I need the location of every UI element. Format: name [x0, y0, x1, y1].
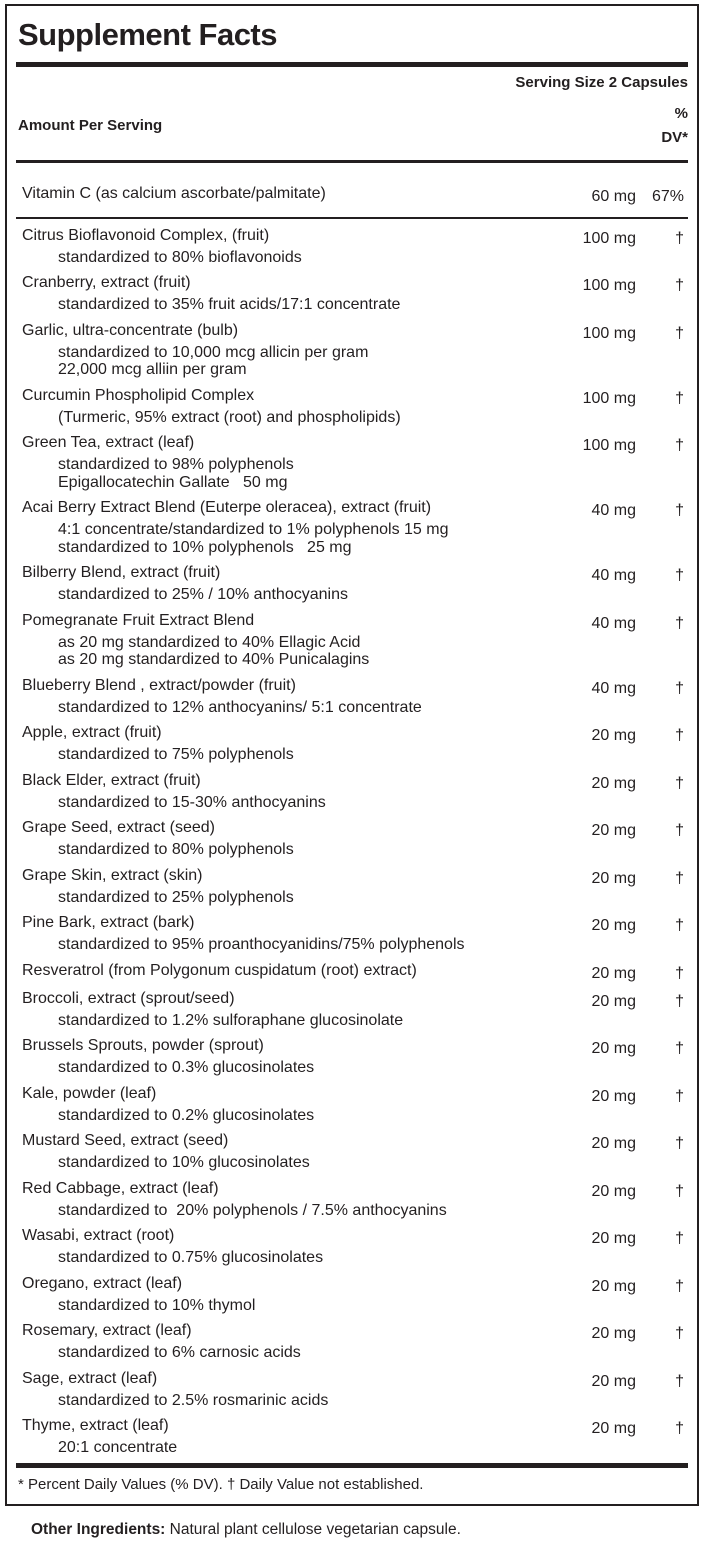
ingredient-amount: 20 mg	[591, 1277, 636, 1295]
ingredient-amount: 20 mg	[591, 1135, 636, 1153]
ingredient-dv: †	[675, 389, 684, 407]
ingredient-detail-line: standardized to 0.3% glucosinolates	[58, 1059, 315, 1077]
ingredient-amount: 100 mg	[582, 277, 636, 295]
ingredient-row	[16, 1409, 688, 1457]
ingredient-dv: †	[675, 277, 684, 295]
ingredient-details	[16, 521, 688, 556]
ingredient-details	[16, 456, 688, 491]
ingredient-dv: †	[675, 1277, 684, 1295]
ingredient-amount: 20 mg	[591, 727, 636, 745]
ingredient-dv: †	[675, 917, 684, 935]
ingredient-detail-line: (Turmeric, 95% extract (root) and phospholipids)	[58, 408, 401, 426]
ingredient-detail-line: standardized to 80% polyphenols	[58, 841, 294, 859]
ingredient-amount: 20 mg	[591, 869, 636, 887]
ingredient-row	[16, 1172, 688, 1220]
ingredient-amount: 20 mg	[591, 917, 636, 935]
ingredient-name: Bilberry Blend, extract (fruit)	[22, 564, 221, 582]
ingredient-row	[16, 426, 688, 491]
ingredient-amount: 20 mg	[591, 1372, 636, 1390]
ingredient-details	[16, 1297, 688, 1315]
ingredient-details	[16, 794, 688, 812]
ingredient-dv: †	[675, 1420, 684, 1438]
ingredient-row	[16, 266, 688, 314]
ingredient-amount: 40 mg	[591, 614, 636, 632]
ingredient-dv: †	[675, 964, 684, 982]
amount-per-serving-header: Amount Per Serving	[18, 117, 163, 135]
ingredient-amount: 20 mg	[591, 992, 636, 1010]
ingredient-amount: 20 mg	[591, 964, 636, 982]
ingredient-row	[16, 764, 688, 812]
ingredient-detail-line: as 20 mg standardized to 40% Ellagic Acid	[58, 633, 361, 651]
ingredient-detail-line: standardized to 2.5% rosmarinic acids	[58, 1391, 329, 1409]
ingredient-detail-line: standardized to 75% polyphenols	[58, 746, 294, 764]
ingredient-details	[16, 1202, 688, 1220]
ingredient-details	[16, 889, 688, 907]
ingredient-row	[16, 379, 688, 427]
ingredient-rows	[16, 163, 688, 1457]
ingredient-dv: †	[675, 614, 684, 632]
ingredient-detail-line: standardized to 12% anthocyanins/ 5:1 concentrate	[58, 698, 422, 716]
other-ingredients-label: Other Ingredients:	[31, 1520, 166, 1538]
ingredient-amount: 40 mg	[591, 502, 636, 520]
ingredient-name: Green Tea, extract (leaf)	[22, 434, 195, 452]
ingredient-amount: 20 mg	[591, 774, 636, 792]
ingredient-amount: 20 mg	[591, 1325, 636, 1343]
ingredient-name: Apple, extract (fruit)	[22, 724, 162, 742]
ingredient-row	[16, 1077, 688, 1125]
ingredient-amount: 20 mg	[591, 1230, 636, 1248]
vitamin-row-section	[16, 163, 688, 219]
ingredient-name: Broccoli, extract (sprout/seed)	[22, 989, 235, 1007]
ingredient-amount: 100 mg	[582, 324, 636, 342]
ingredient-amount: 100 mg	[582, 389, 636, 407]
ingredient-amount: 40 mg	[591, 679, 636, 697]
ingredient-name: Vitamin C (as calcium ascorbate/palmitate)	[22, 184, 326, 202]
panel-title: Supplement Facts	[18, 17, 277, 52]
ingredient-detail-line: standardized to 6% carnosic acids	[58, 1344, 301, 1362]
ingredient-row	[16, 604, 688, 669]
ingredient-row	[16, 859, 688, 907]
ingredient-amount: 100 mg	[582, 229, 636, 247]
ingredient-dv: †	[675, 679, 684, 697]
ingredient-row	[16, 716, 688, 764]
ingredient-name: Mustard Seed, extract (seed)	[22, 1132, 229, 1150]
ingredient-row	[16, 982, 688, 1030]
ingredient-dv: †	[675, 992, 684, 1010]
ingredient-dv: †	[675, 727, 684, 745]
ingredient-detail-line: standardized to 10,000 mcg allicin per gram	[58, 343, 369, 361]
ingredient-detail-line: standardized to 10% thymol	[58, 1296, 256, 1314]
ingredient-amount: 20 mg	[591, 1087, 636, 1105]
ingredient-amount: 20 mg	[591, 1182, 636, 1200]
ingredient-row	[16, 954, 688, 982]
supplement-facts-panel	[5, 4, 699, 1506]
ingredient-row	[16, 1314, 688, 1362]
ingredient-detail-line: standardized to 95% proanthocyanidins/75% polyphenols	[58, 936, 465, 954]
ingredient-details	[16, 1249, 688, 1267]
column-header-row	[16, 96, 688, 160]
ingredient-row	[16, 1124, 688, 1172]
ingredient-details	[16, 344, 688, 379]
ingredient-details	[16, 1392, 688, 1410]
ingredient-name: Kale, powder (leaf)	[22, 1084, 157, 1102]
ingredient-details	[16, 249, 688, 267]
ingredient-name: Acai Berry Extract Blend (Euterpe oleracea), extract (fruit)	[22, 499, 432, 517]
ingredient-detail-line: standardized to 10% glucosinolates	[58, 1154, 310, 1172]
ingredient-dv: †	[675, 567, 684, 585]
ingredient-name: Pine Bark, extract (bark)	[22, 914, 195, 932]
ingredient-row	[16, 177, 688, 219]
ingredient-dv: †	[675, 1325, 684, 1343]
ingredient-row	[16, 1029, 688, 1077]
ingredient-detail-line: Epigallocatechin Gallate 50 mg	[58, 473, 288, 491]
ingredient-dv: 67%	[651, 187, 684, 205]
ingredient-details	[16, 1012, 688, 1030]
ingredient-detail-line: standardized to 0.2% glucosinolates	[58, 1106, 315, 1124]
ingredient-detail-line: standardized to 35% fruit acids/17:1 concentrate	[58, 296, 401, 314]
ingredient-dv: †	[675, 1087, 684, 1105]
ingredient-dv: †	[675, 324, 684, 342]
ingredient-row	[16, 491, 688, 556]
ingredient-details	[16, 841, 688, 859]
ingredient-dv: †	[675, 1135, 684, 1153]
ingredient-name: Curcumin Phospholipid Complex	[22, 386, 255, 404]
ingredient-details	[16, 1439, 688, 1457]
serving-size-text: Serving Size 2 Capsules	[515, 73, 688, 91]
ingredient-name: Grape Skin, extract (skin)	[22, 866, 203, 884]
ingredient-detail-line: standardized to 10% polyphenols 25 mg	[58, 538, 352, 556]
ingredient-amount: 100 mg	[582, 437, 636, 455]
ingredient-row	[16, 219, 688, 267]
ingredient-amount: 20 mg	[591, 1040, 636, 1058]
ingredient-row	[16, 1219, 688, 1267]
ingredient-name: Sage, extract (leaf)	[22, 1369, 158, 1387]
ingredient-dv: †	[675, 502, 684, 520]
ingredient-name: Rosemary, extract (leaf)	[22, 1322, 192, 1340]
ingredient-detail-line: as 20 mg standardized to 40% Punicalagins	[58, 651, 370, 669]
ingredient-name: Wasabi, extract (root)	[22, 1227, 175, 1245]
ingredient-dv: †	[675, 1230, 684, 1248]
ingredient-detail-line: standardized to 0.75% glucosinolates	[58, 1249, 324, 1267]
ingredient-name: Garlic, ultra-concentrate (bulb)	[22, 321, 239, 339]
ingredient-detail-line: standardized to 1.2% sulforaphane glucosinolate	[58, 1011, 404, 1029]
ingredient-row	[16, 811, 688, 859]
ingredient-name: Brussels Sprouts, powder (sprout)	[22, 1037, 264, 1055]
ingredient-detail-line: standardized to 98% polyphenols	[58, 456, 294, 474]
ingredient-name: Oregano, extract (leaf)	[22, 1274, 183, 1292]
ingredient-name: Red Cabbage, extract (leaf)	[22, 1179, 219, 1197]
ingredient-row	[16, 669, 688, 717]
ingredient-dv: †	[675, 229, 684, 247]
ingredient-dv: †	[675, 869, 684, 887]
other-ingredients-text: Natural plant cellulose vegetarian capsule.	[169, 1520, 461, 1538]
ingredient-details	[16, 296, 688, 314]
ingredient-name: Blueberry Blend , extract/powder (fruit)	[22, 676, 296, 694]
ingredient-dv: †	[675, 1182, 684, 1200]
ingredient-name: Cranberry, extract (fruit)	[22, 274, 191, 292]
ingredient-detail-line: 20:1 concentrate	[58, 1439, 178, 1457]
ingredient-details	[16, 634, 688, 669]
ingredient-dv: †	[675, 437, 684, 455]
percent-dv-header	[661, 102, 688, 150]
ingredient-details	[16, 1107, 688, 1125]
ingredient-name: Pomegranate Fruit Extract Blend	[22, 611, 255, 629]
ingredient-detail-line: standardized to 15-30% anthocyanins	[58, 793, 326, 811]
ingredient-name: Grape Seed, extract (seed)	[22, 819, 215, 837]
ingredient-detail-line: standardized to 80% bioflavonoids	[58, 248, 302, 266]
ingredient-details	[16, 699, 688, 717]
ingredient-amount: 60 mg	[591, 187, 636, 205]
ingredient-detail-line: standardized to 20% polyphenols / 7.5% anthocyanins	[58, 1201, 447, 1219]
ingredient-details	[16, 586, 688, 604]
ingredient-name: Citrus Bioflavonoid Complex, (fruit)	[22, 226, 270, 244]
ingredient-details	[16, 1344, 688, 1362]
ingredient-detail-line: 22,000 mcg alliin per gram	[58, 361, 247, 379]
ingredient-row	[16, 1267, 688, 1315]
ingredient-row	[16, 314, 688, 379]
ingredient-name: Black Elder, extract (fruit)	[22, 771, 201, 789]
other-ingredients	[5, 1506, 699, 1547]
percent-dv-header-line2: DV*	[661, 128, 688, 146]
ingredient-details	[16, 936, 688, 954]
ingredient-row	[16, 906, 688, 954]
ingredient-row	[16, 1362, 688, 1410]
percent-dv-header-line1: %	[674, 104, 688, 122]
daily-value-footnote: * Percent Daily Values (% DV). † Daily Value not established.	[18, 1475, 424, 1493]
ingredient-name: Thyme, extract (leaf)	[22, 1417, 169, 1435]
ingredient-name: Resveratrol (from Polygonum cuspidatum (root) extract)	[22, 961, 417, 979]
ingredient-detail-line: standardized to 25% polyphenols	[58, 888, 294, 906]
ingredient-amount: 20 mg	[591, 822, 636, 840]
ingredient-details	[16, 746, 688, 764]
ingredient-details	[16, 409, 688, 427]
ingredient-details	[16, 1154, 688, 1172]
ingredient-dv: †	[675, 1372, 684, 1390]
ingredient-detail-line: standardized to 25% / 10% anthocyanins	[58, 586, 348, 604]
ingredient-dv: †	[675, 1040, 684, 1058]
ingredient-details	[16, 1059, 688, 1077]
ingredient-row	[16, 556, 688, 604]
ingredient-dv: †	[675, 774, 684, 792]
ingredient-dv: †	[675, 822, 684, 840]
ingredient-amount: 40 mg	[591, 567, 636, 585]
ingredient-amount: 20 mg	[591, 1420, 636, 1438]
ingredient-detail-line: 4:1 concentrate/standardized to 1% polyphenols 15 mg	[58, 521, 449, 539]
